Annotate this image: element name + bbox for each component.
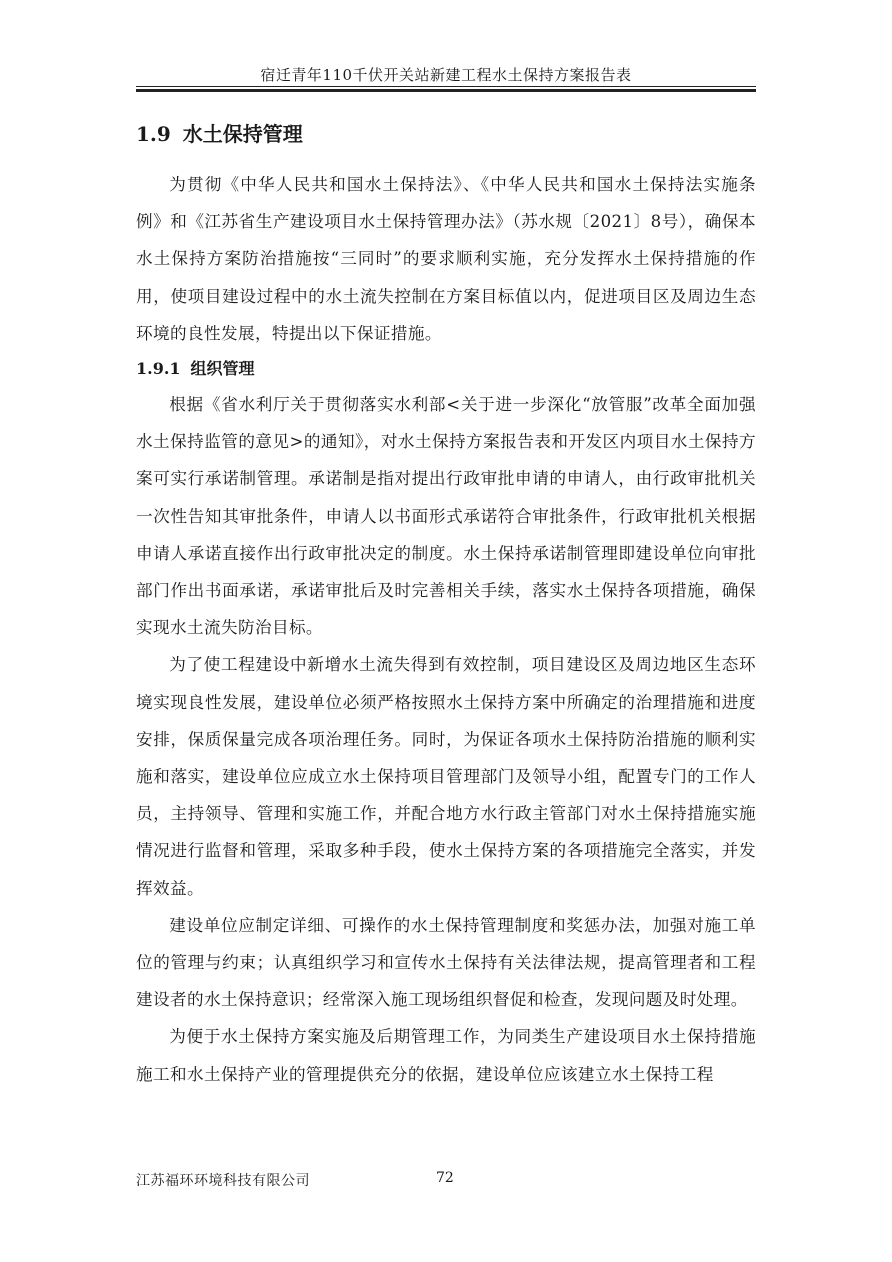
section-number: 1.9 [136, 122, 171, 146]
paragraph-records: 为便于水土保持方案实施及后期管理工作，为同类生产建设项目水土保持措施施工和水土保持产业的管理提供充分的依据，建设单位应该建立水土保持工程 [136, 1027, 756, 1084]
subsection-number: 1.9.1 [136, 359, 181, 379]
paragraph-organization: 为了使工程建设中新增水土流失得到有效控制，项目建设区及周边地区生态环境实现良性发展，建设单位必须严格按照水土保持方案中所确定的治理措施和进度安排，保质保量完成各项治理任务。同时，为保证各项水土保持防治措施的顺利实施和落实，建设单位应成立水土保持项目管理部门及领导小组，配置专门的工作人员，主持领导、管理和实施工作，并配合地方水行政主管部门对水土保持措施实施情况进行监督和管理，采取多种手段，使水土保持方案的各项措施完全落实，并发挥效益。 [136, 655, 756, 898]
page-number: 72 [436, 1170, 454, 1186]
paragraph-commitment-system: 根据《省水利厅关于贯彻落实水利部<关于进一步深化“放管服”改革全面加强水土保持监管的意见>的通知》，对水土保持方案报告表和开发区内项目水土保持方案可实行承诺制管理。承诺制是指对提出行政审批申请的申请人，由行政审批机关一次性告知其审批条件，申请人以书面形式承诺符合审批条件，行政审批机关根据申请人承诺直接作出行政审批决定的制度。水土保持承诺制管理即建设单位向审批部门作出书面承诺，承诺审批后及时完善相关手续，落实水土保持各项措施，确保实现水土流失防治目标。 [136, 395, 756, 638]
subsection-title: 组织管理 [190, 359, 255, 379]
header-rule-thick [136, 89, 756, 92]
header-rule [136, 86, 756, 87]
section-heading [136, 116, 756, 152]
paragraph-intro: 为贯彻《中华人民共和国水土保持法》、《中华人民共和国水土保持法实施条例》和《江苏省生产建设项目水土保持管理办法》（苏水规〔2021〕8号），确保本水土保持方案防治措施按“三同时”的要求顺利实施，充分发挥水土保持措施的作用，使项目建设过程中的水土流失控制在方案目标值以内，促进项目区及周边生态环境的良性发展，特提出以下保证措施。 [136, 175, 756, 343]
page-body [136, 116, 756, 1093]
footer-company: 江苏福环环境科技有限公司 [136, 1173, 310, 1189]
section-title: 水土保持管理 [182, 122, 303, 146]
subsection-heading [136, 352, 756, 386]
running-header: 宿迁青年110千伏开关站新建工程水土保持方案报告表 [260, 66, 632, 84]
paragraph-management-rules: 建设单位应制定详细、可操作的水土保持管理制度和奖惩办法，加强对施工单位的管理与约束；认真组织学习和宣传水土保持有关法律法规，提高管理者和工程建设者的水土保持意识；经常深入施工现场组织督促和检查，发现问题及时处理。 [136, 915, 756, 1010]
